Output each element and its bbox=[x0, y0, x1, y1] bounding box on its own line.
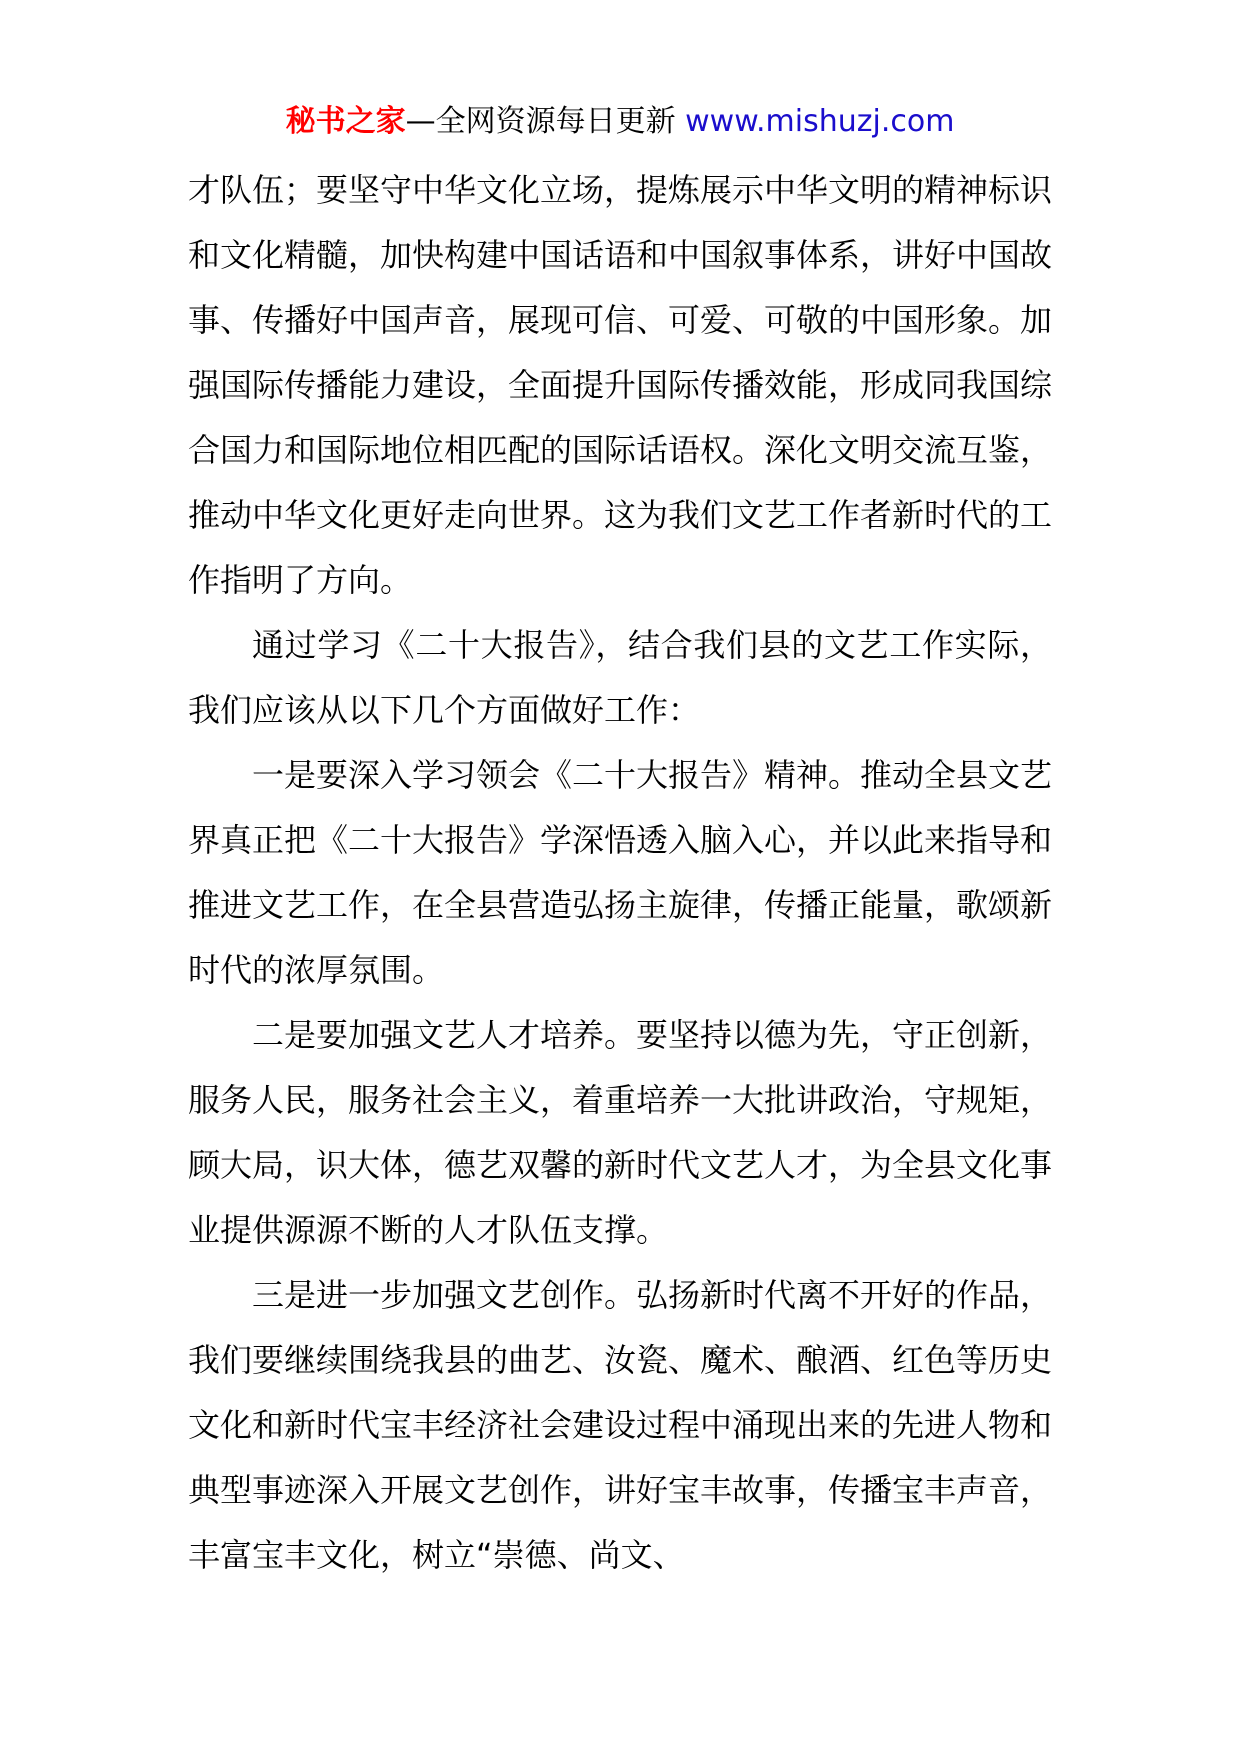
paragraph-point-1: 一是要深入学习领会《二十大报告》精神。推动全县文艺界真正把《二十大报告》学深悟透入脑入心，并以此来指导和推进文艺工作，在全县营造弘扬主旋律，传播正能量，歌颂新时代的浓厚氛围。 bbox=[188, 756, 1053, 989]
paragraph-point-2: 二是要加强文艺人才培养。要坚持以德为先，守正创新，服务人民，服务社会主义，着重培养一大批讲政治，守规矩，顾大局，识大体，德艺双馨的新时代文艺人才，为全县文化事业提供源源不断的人才队伍支撑。 bbox=[188, 1016, 1053, 1249]
document-body bbox=[188, 158, 1052, 1588]
page-header bbox=[0, 100, 1240, 144]
header-slogan: —全网资源每日更新 bbox=[405, 104, 686, 139]
header-url[interactable]: www.mishuzj.com bbox=[685, 104, 955, 139]
header-brand: 秘书之家 bbox=[285, 104, 406, 139]
paragraph-continuation: 才队伍；要坚守中华文化立场，提炼展示中华文明的精神标识和文化精髓，加快构建中国话语和中国叙事体系，讲好中国故事、传播好中国声音，展现可信、可爱、可敬的中国形象。加强国际传播能力建设，全面提升国际传播效能，形成同我国综合国力和国际地位相匹配的国际话语权。深化文明交流互鉴，推动中华文化更好走向世界。这为我们文艺工作者新时代的工作指明了方向。 bbox=[188, 171, 1053, 599]
paragraph-point-3: 三是进一步加强文艺创作。弘扬新时代离不开好的作品，我们要继续围绕我县的曲艺、汝瓷、魔术、酿酒、红色等历史文化和新时代宝丰经济社会建设过程中涌现出来的先进人物和典型事迹深入开展文艺创作，讲好宝丰故事，传播宝丰声音，丰富宝丰文化，树立“崇德、尚文、 bbox=[188, 1276, 1053, 1574]
paragraph-intro: 通过学习《二十大报告》，结合我们县的文艺工作实际，我们应该从以下几个方面做好工作： bbox=[188, 626, 1052, 729]
